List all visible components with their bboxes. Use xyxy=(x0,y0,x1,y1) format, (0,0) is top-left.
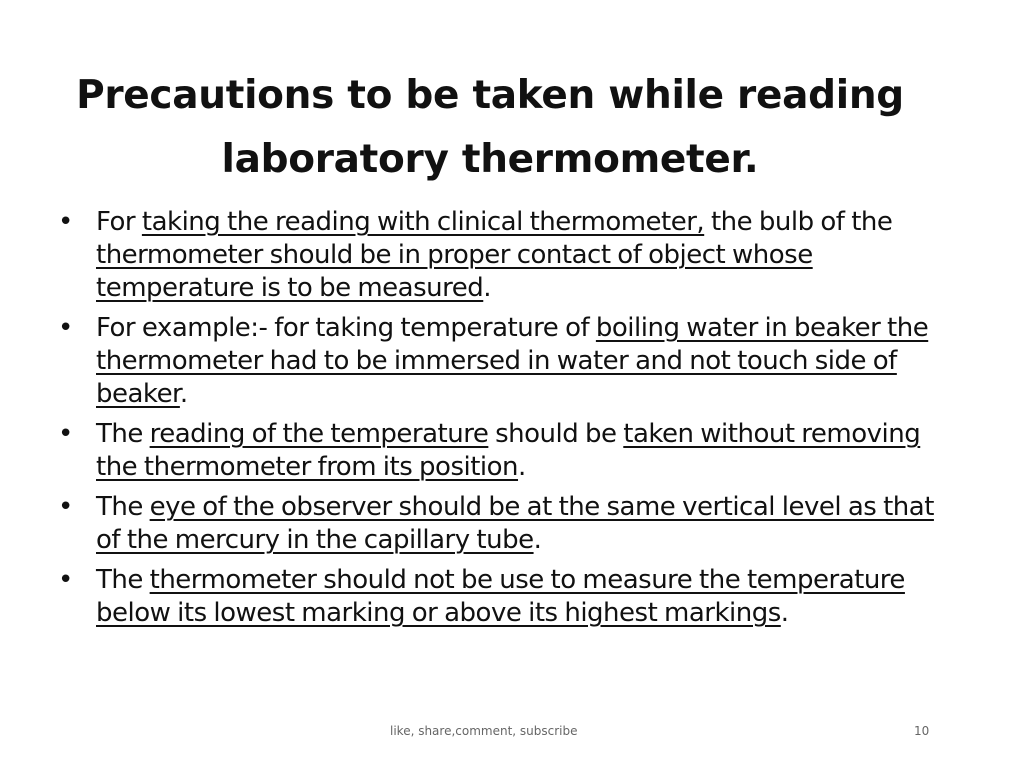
bullet-item xyxy=(58,418,938,484)
bullet-item xyxy=(58,206,938,305)
bullet-text: The xyxy=(96,565,150,595)
bullet-text: . xyxy=(179,379,188,409)
bullet-text: . xyxy=(533,525,542,555)
bullet-text: The xyxy=(96,419,150,449)
bullet-text: For xyxy=(96,207,142,237)
bullet-dot-icon: • xyxy=(58,565,73,595)
bullet-list xyxy=(58,206,938,637)
bullet-text: should be xyxy=(488,419,624,449)
underlined-text: boiling water in beaker the thermometer had to be immersed in water and not touch side of beaker xyxy=(96,313,929,409)
bullet-dot-icon: • xyxy=(58,207,73,237)
bullet-text: the bulb of the xyxy=(704,207,893,237)
title-line-2: laboratory thermometer. xyxy=(221,137,759,182)
underlined-text: eye of the observer should be at the same vertical level as that of the mercury in the capillary tube xyxy=(96,492,934,555)
bullet-text: . xyxy=(483,273,492,303)
bullet-dot-icon: • xyxy=(58,313,73,343)
underlined-text: taking the reading with clinical thermometer, xyxy=(141,207,705,237)
bullet-item xyxy=(58,491,938,557)
footer-text: like, share,comment, subscribe xyxy=(390,724,578,738)
underlined-text: taken without removing the thermometer from its position xyxy=(96,419,921,482)
bullet-dot-icon: • xyxy=(58,492,73,522)
title-line-1: Precautions to be taken while reading xyxy=(76,73,904,118)
underlined-text: thermometer should be in proper contact of object whose temperature is to be measured xyxy=(96,240,813,303)
bullet-dot-icon: • xyxy=(58,419,73,449)
bullet-text: . xyxy=(518,452,526,482)
bullet-text: For example:- for taking temperature of xyxy=(96,313,596,343)
bullet-text: The xyxy=(96,492,150,522)
page-number: 10 xyxy=(914,724,930,738)
underlined-text: thermometer should not be use to measure the temperature below its lowest marking or above its highest markings xyxy=(96,565,905,628)
bullet-item xyxy=(58,312,938,411)
bullet-text: . xyxy=(780,598,789,628)
bullet-item xyxy=(58,564,938,630)
underlined-text: reading of the temperature xyxy=(149,419,489,449)
slide-title xyxy=(40,64,940,192)
